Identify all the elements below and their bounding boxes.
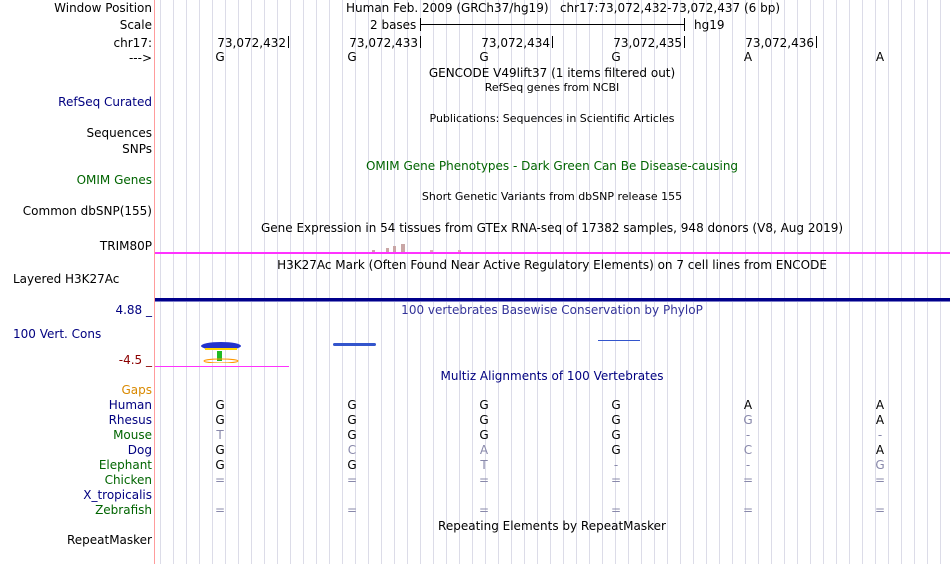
repeatmasker-track-title[interactable]: Repeating Elements by RepeatMasker <box>438 519 666 533</box>
guide-line <box>251 0 252 564</box>
aligned-base: A <box>875 413 885 427</box>
phylop-baseline <box>155 366 289 367</box>
aligned-base: = <box>346 503 358 517</box>
common-dbsnp-label[interactable]: Common dbSNP(155) <box>22 204 152 218</box>
aligned-base: = <box>346 473 358 487</box>
aligned-base: G <box>479 413 489 427</box>
species-label[interactable]: Zebrafish <box>95 503 152 517</box>
aligned-base: = <box>742 503 754 517</box>
guide-line <box>797 0 798 564</box>
trim80p-label[interactable]: TRIM80P <box>99 239 152 253</box>
reference-base: G <box>611 50 621 64</box>
guide-line <box>472 0 473 564</box>
refseq-track-title[interactable]: RefSeq genes from NCBI <box>484 81 620 94</box>
guide-line <box>277 0 278 564</box>
guide-line <box>914 0 915 564</box>
guide-line <box>901 0 902 564</box>
aligned-base: A <box>479 443 489 457</box>
guide-line <box>238 0 239 564</box>
aligned-base: = <box>478 503 490 517</box>
layered-h3k27ac-label[interactable]: Layered H3K27Ac <box>13 272 120 286</box>
scale-bar <box>420 24 684 25</box>
scale-bar-left-tick <box>420 18 421 31</box>
aligned-base: G <box>215 443 225 457</box>
aligned-base: G <box>347 428 357 442</box>
window-position-value: Human Feb. 2009 (GRCh37/hg19) chr17:73,072,432-73,072,437 (6 bp) <box>346 1 781 15</box>
guide-line <box>264 0 265 564</box>
h3k27ac-signal-line-light <box>155 301 950 302</box>
multiz-track-title[interactable]: Multiz Alignments of 100 Vertebrates <box>440 369 664 383</box>
publications-track-title[interactable]: Publications: Sequences in Scientific Articles <box>429 112 675 125</box>
guide-line <box>641 0 642 564</box>
strand-arrow: ---> <box>128 51 152 65</box>
guide-line <box>667 0 668 564</box>
ruler-tick <box>684 36 685 48</box>
aligned-base: G <box>611 398 621 412</box>
species-label[interactable]: X_tropicalis <box>83 488 152 502</box>
scale-bases: 2 bases <box>370 18 417 32</box>
gtex-baseline <box>155 252 950 254</box>
aligned-base: = <box>742 473 754 487</box>
scale-bar-right-tick <box>684 18 685 31</box>
guide-line <box>433 0 434 564</box>
guide-line <box>394 0 395 564</box>
aligned-base: G <box>479 428 489 442</box>
omim-genes-label[interactable]: OMIM Genes <box>76 173 152 187</box>
guide-line <box>823 0 824 564</box>
aligned-base: - <box>613 458 619 472</box>
guide-line <box>836 0 837 564</box>
aligned-base: = <box>610 503 622 517</box>
guide-line <box>862 0 863 564</box>
gtex-track-title[interactable]: Gene Expression in 54 tissues from GTEx RNA-seq of 17382 samples, 948 donors (V8, Aug 2019) <box>260 221 844 235</box>
refseq-curated-label[interactable]: RefSeq Curated <box>58 95 152 109</box>
omim-track-title[interactable]: OMIM Gene Phenotypes - Dark Green Can Be Disease-causing <box>365 159 739 173</box>
guide-line <box>160 0 161 564</box>
window-position-label: Window Position <box>54 1 152 15</box>
guide-line <box>693 0 694 564</box>
snps-label[interactable]: SNPs <box>122 142 152 156</box>
dbsnp-track-title[interactable]: Short Genetic Variants from dbSNP release 155 <box>421 190 683 203</box>
reference-base: A <box>875 50 885 64</box>
aligned-base: G <box>347 458 357 472</box>
aligned-base: A <box>743 398 753 412</box>
scale-label: Scale <box>119 18 152 32</box>
repeatmasker-label[interactable]: RepeatMasker <box>66 533 152 547</box>
ruler-coordinate: 73,072,434 <box>481 36 550 50</box>
ruler-tick <box>420 36 421 48</box>
ruler-tick <box>816 36 817 48</box>
label-separator <box>154 0 155 564</box>
guide-line <box>680 0 681 564</box>
aligned-base: - <box>877 428 883 442</box>
h3k27ac-track-title[interactable]: H3K27Ac Mark (Often Found Near Active Regulatory Elements) on 7 cell lines from ENCODE <box>277 258 827 272</box>
guide-line <box>732 0 733 564</box>
reference-base: G <box>479 50 489 64</box>
species-label[interactable]: Rhesus <box>108 413 152 427</box>
phylop-min-value: -4.5 _ <box>118 353 152 367</box>
guide-line <box>784 0 785 564</box>
guide-line <box>290 0 291 564</box>
guide-line <box>459 0 460 564</box>
logo-g-icon <box>200 341 242 363</box>
species-label[interactable]: Elephant <box>98 458 152 472</box>
ruler-coordinate: 73,072,432 <box>217 36 286 50</box>
aligned-base: T <box>216 428 224 442</box>
guide-line <box>186 0 187 564</box>
guide-line <box>771 0 772 564</box>
ruler-tick <box>288 36 289 48</box>
aligned-base: T <box>480 458 488 472</box>
aligned-base: A <box>875 443 885 457</box>
guide-line <box>329 0 330 564</box>
aligned-base: G <box>611 428 621 442</box>
sequences-label[interactable]: Sequences <box>86 126 152 140</box>
aligned-base: G <box>215 398 225 412</box>
phylop-max-value: 4.88 _ <box>115 303 152 317</box>
aligned-base: G <box>611 443 621 457</box>
aligned-base: = <box>478 473 490 487</box>
species-label[interactable]: Dog <box>127 443 152 457</box>
gaps-label[interactable]: Gaps <box>121 383 152 397</box>
guide-line <box>303 0 304 564</box>
aligned-base: - <box>745 458 751 472</box>
guide-line <box>420 0 421 564</box>
aligned-base: G <box>215 413 225 427</box>
guide-line <box>927 0 928 564</box>
aligned-base: = <box>874 473 886 487</box>
aligned-base: G <box>479 398 489 412</box>
guide-line <box>719 0 720 564</box>
guide-line <box>940 0 941 564</box>
phylop-track-title[interactable]: 100 vertebrates Basewise Conservation by PhyloP <box>401 303 703 317</box>
guide-line <box>446 0 447 564</box>
ruler-tick <box>552 36 553 48</box>
phylop-mark-3 <box>598 340 640 341</box>
aligned-base: A <box>875 398 885 412</box>
ruler-coordinate: 73,072,433 <box>349 36 418 50</box>
aligned-base: = <box>874 503 886 517</box>
reference-base: G <box>215 50 225 64</box>
species-label[interactable]: Mouse <box>113 428 152 442</box>
phylop-label[interactable]: 100 Vert. Cons <box>13 327 102 341</box>
guide-line <box>888 0 889 564</box>
gencode-track-title[interactable]: GENCODE V49lift37 (1 items filtered out) <box>428 66 676 80</box>
guide-line <box>316 0 317 564</box>
aligned-base: G <box>875 458 885 472</box>
aligned-base: G <box>743 413 753 427</box>
aligned-base: G <box>611 413 621 427</box>
reference-base: A <box>743 50 753 64</box>
aligned-base: C <box>743 443 753 457</box>
guide-line <box>368 0 369 564</box>
species-label[interactable]: Chicken <box>104 473 152 487</box>
guide-line <box>628 0 629 564</box>
scale-assembly: hg19 <box>694 18 725 32</box>
guide-line <box>407 0 408 564</box>
aligned-base: G <box>347 398 357 412</box>
phylop-logo-g <box>200 341 242 363</box>
aligned-base: G <box>347 413 357 427</box>
ruler-coordinate: 73,072,435 <box>613 36 682 50</box>
guide-line <box>849 0 850 564</box>
aligned-base: = <box>610 473 622 487</box>
guide-line <box>654 0 655 564</box>
guide-line <box>381 0 382 564</box>
guide-line <box>758 0 759 564</box>
aligned-base: = <box>214 473 226 487</box>
aligned-base: = <box>214 503 226 517</box>
aligned-base: - <box>745 428 751 442</box>
species-label[interactable]: Human <box>108 398 152 412</box>
aligned-base: C <box>347 443 357 457</box>
guide-line <box>199 0 200 564</box>
guide-line <box>342 0 343 564</box>
guide-line <box>810 0 811 564</box>
aligned-base: G <box>215 458 225 472</box>
phylop-mark-2 <box>333 343 376 346</box>
guide-line <box>706 0 707 564</box>
chrom-label: chr17: <box>113 36 152 50</box>
ruler-coordinate: 73,072,436 <box>745 36 814 50</box>
reference-base: G <box>347 50 357 64</box>
guide-line <box>173 0 174 564</box>
